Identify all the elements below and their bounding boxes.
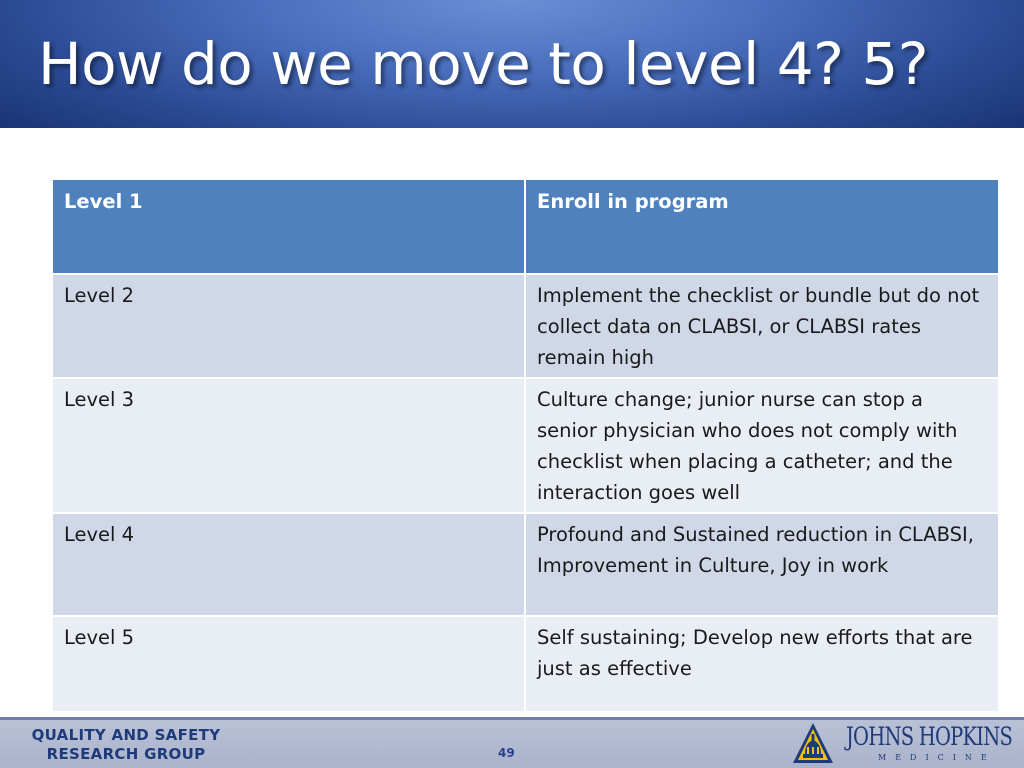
table-header-row (52, 179, 999, 274)
table-row (52, 513, 999, 616)
johns-hopkins-logo (790, 721, 1013, 767)
levels-table (51, 178, 1000, 713)
research-group-name (16, 726, 236, 764)
description-cell: Self sustaining; Develop new efforts that are just as effective (525, 616, 999, 712)
level-cell: Level 4 (52, 513, 525, 616)
level-cell: Level 3 (52, 378, 525, 513)
description-cell: Implement the checklist or bundle but do not collect data on CLABSI, or CLABSI rates remain high (525, 274, 999, 378)
header-level-cell: Level 1 (52, 179, 525, 274)
table-row (52, 274, 999, 378)
group-name-line2: RESEARCH GROUP (46, 745, 206, 763)
logo-name: JOHNS HOPKINS (846, 722, 1013, 751)
johns-hopkins-shield-icon (790, 721, 836, 767)
group-name-line1: QUALITY AND SAFETY (31, 726, 221, 744)
title-banner (0, 0, 1024, 128)
level-cell: Level 5 (52, 616, 525, 712)
header-description-cell: Enroll in program (525, 179, 999, 274)
description-cell: Profound and Sustained reduction in CLABSI, Improvement in Culture, Joy in work (525, 513, 999, 616)
level-cell: Level 2 (52, 274, 525, 378)
slide-title: How do we move to level 4? 5? (38, 30, 929, 98)
description-cell: Culture change; junior nurse can stop a senior physician who does not comply with checklist when placing a catheter; and the interaction goes well (525, 378, 999, 513)
table-row (52, 616, 999, 712)
table-row (52, 378, 999, 513)
logo-subtitle: MEDICINE (878, 753, 996, 762)
page-number: 49 (498, 746, 515, 760)
